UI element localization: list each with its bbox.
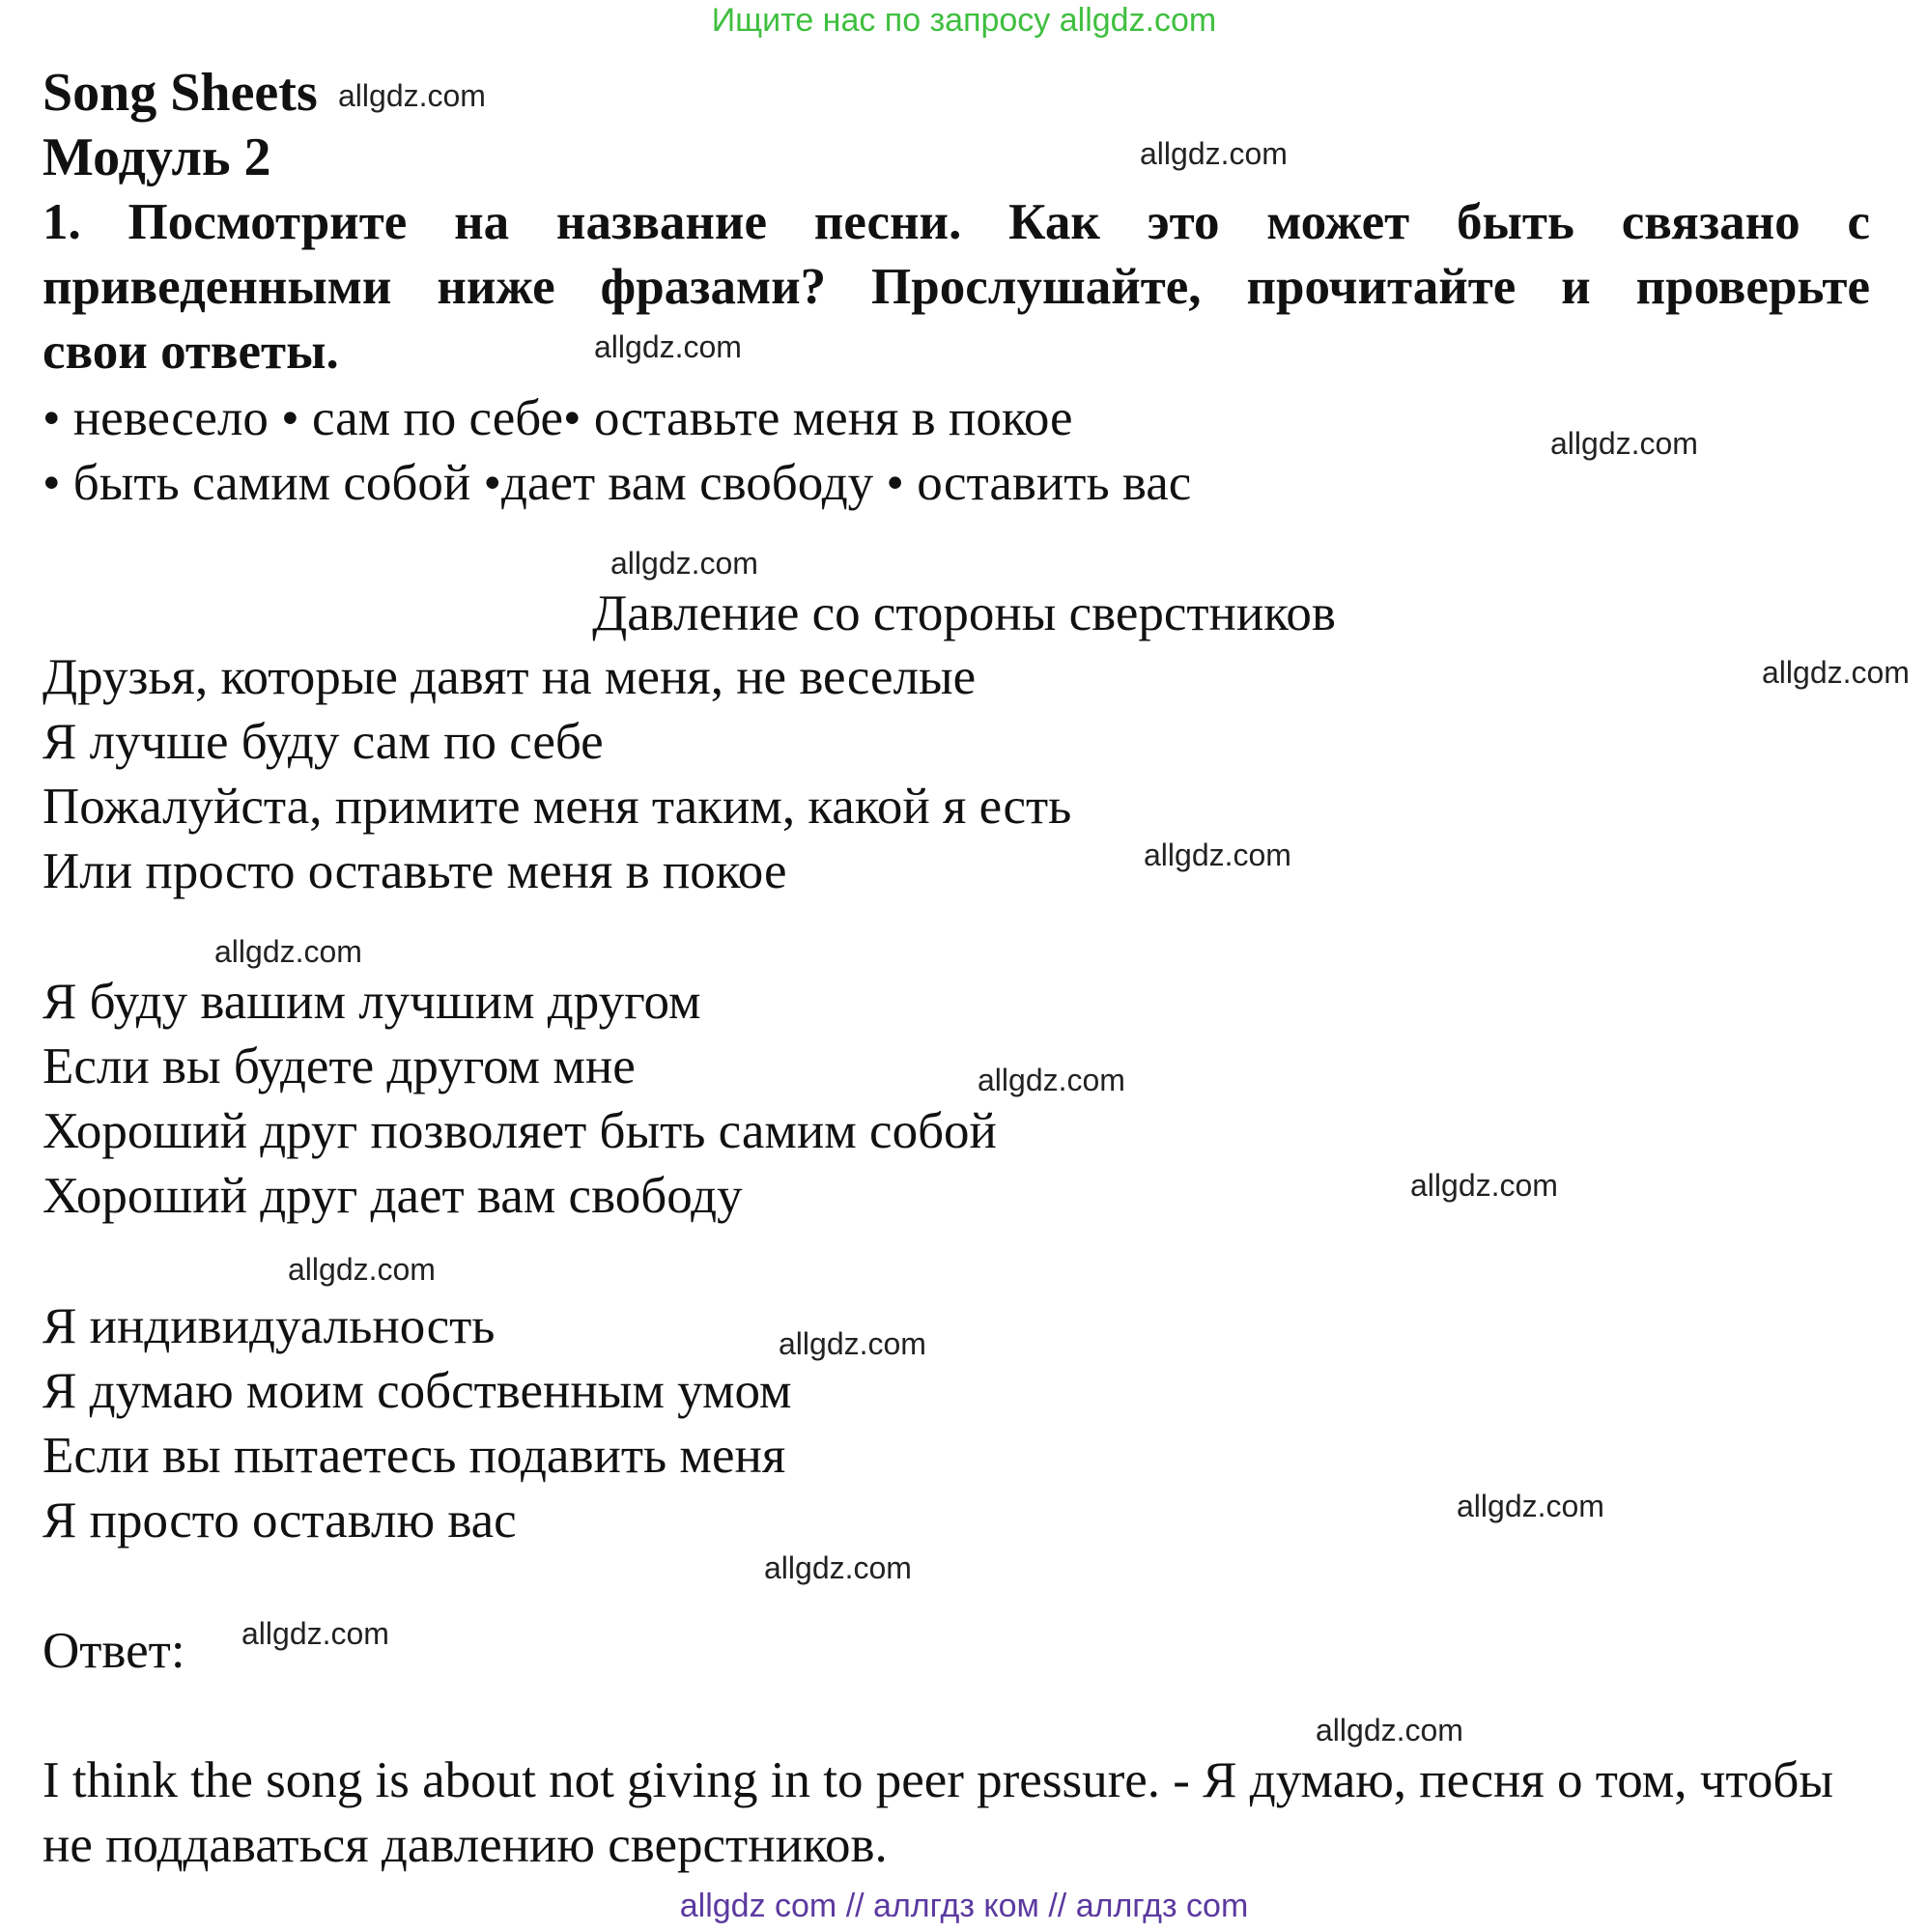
lyric-line: Если вы будете другом мне (43, 1038, 636, 1094)
lyric-line: Я просто оставлю вас (43, 1492, 517, 1548)
phrase-line: • быть самим собой •дает вам свободу • оставить вас (43, 455, 1192, 511)
watermark: allgdz.com (1140, 136, 1288, 171)
watermark: allgdz.com (779, 1326, 926, 1361)
lyric-line: Или просто оставьте меня в покое (43, 843, 787, 899)
task-instruction (43, 190, 1870, 384)
watermark: allgdz.com (241, 1616, 389, 1651)
task-line: свои ответы. (43, 324, 339, 380)
module-heading: Модуль 2 (43, 128, 271, 187)
task-line: 1. Посмотрите на название песни. Как это может быть связано с (43, 194, 1870, 250)
task-line: приведенными ниже фразами? Прослушайте, прочитайте и проверьте (43, 259, 1870, 315)
watermark: allgdz.com (214, 934, 362, 969)
watermark: allgdz.com (1144, 838, 1291, 872)
watermark: allgdz.com (1550, 426, 1698, 461)
lyric-line: Я думаю моим собственным умом (43, 1363, 792, 1419)
answer-text: I think the song is about not giving in to peer pressure. - Я думаю, песня о том, чтобы не поддаваться давлению сверстников. (43, 1752, 1833, 1873)
watermark: allgdz.com (594, 329, 742, 364)
doc-title: Song Sheets (43, 63, 318, 123)
watermark: allgdz.com (288, 1252, 436, 1287)
watermark: allgdz.com (764, 1550, 912, 1585)
song-title: Давление со стороны сверстников (592, 585, 1336, 641)
watermark: allgdz.com (1762, 655, 1910, 690)
watermark: allgdz.com (1410, 1168, 1558, 1203)
watermark: allgdz.com (338, 78, 486, 113)
lyric-line: Я буду вашим лучшим другом (43, 974, 701, 1030)
lyric-line: Я индивидуальность (43, 1298, 496, 1354)
watermark: allgdz.com (1457, 1489, 1604, 1523)
watermark: allgdz.com (610, 546, 758, 581)
top-banner[interactable]: Ищите нас по запросу allgdz.com (711, 2, 1217, 39)
lyric-line: Пожалуйста, примите меня таким, какой я есть (43, 779, 1072, 835)
lyric-line: Если вы пытаетесь подавить меня (43, 1428, 786, 1484)
lyric-line: Хороший друг позволяет быть самим собой (43, 1103, 997, 1159)
phrase-line: • невесело • сам по себе• оставьте меня в покое (43, 390, 1073, 446)
lyric-line: Я лучше буду сам по себе (43, 714, 604, 770)
footer-links[interactable]: allgdz com // аллгдз ком // аллгдз com (679, 1888, 1249, 1924)
lyric-line: Друзья, которые давят на меня, не веселые (43, 649, 977, 705)
lyric-line: Хороший друг дает вам свободу (43, 1168, 743, 1224)
watermark: allgdz.com (978, 1063, 1125, 1097)
answer-label: Ответ: (43, 1623, 185, 1679)
watermark: allgdz.com (1316, 1713, 1463, 1747)
